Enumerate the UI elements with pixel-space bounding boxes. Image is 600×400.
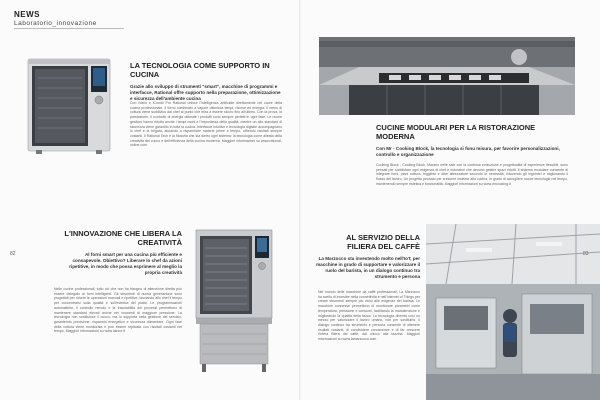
- article-3-lead: Al forni smart per una cucina più efficiente e consapevole. Obiettivo? Liberare lo chef da azioni ripetitive, in modo che possa esprimere al meglio la propria creatività: [69, 252, 182, 275]
- article-3-heading: L'INNOVAZIONE CHE LIBERA LA CREATIVITÀ: [64, 229, 182, 247]
- section-header: [14, 10, 97, 27]
- page-number-left: 82: [10, 251, 16, 257]
- section-subtitle: Laboratorio_innovazione: [14, 20, 97, 27]
- page-number-right: 83: [583, 251, 589, 257]
- article-4-body: Nel mondo delle macchine da caffè professionali, La Marzocco ha scelto di investire nella connettività e nell'Internet of Things per creare strumenti sempre più vicini alle esigenze del barista. Le macchine connesse permettono di monitorare parametri come temperatura, pressione e consumi, facilitando la manutenzione e migliorando la qualità della tazza. La tecnologia diventa così un mezzo per valorizzare il lavoro umano, non per sostituirlo. Il dialogo continuo tra strumento e persona consente di ottenere risultati costanti, di condividere conoscenze e di far crescere l'intera filiera del caffè, dal chicco alla tazzina. Maggiori informazioni su www.lamarzocco.com: [318, 290, 420, 342]
- coffee-factory-photo: [426, 224, 600, 400]
- smart-oven-photo: [190, 226, 278, 376]
- article-2-body: Cooking Block - Cooking Block, Marano nelle sale con la continua evoluzione e progettualità di esperienze flessibili, sono pensati per soddisfare ogni esigenza di chef e ristoratori che devono gestire spazi ridotti. Il sistema modulare consente di integrare forni, piani cottura, friggitrici e altre attrezzature secondo le necessità, riducendo gli ingombri e migliorando il flusso del lavoro. Un progetto pensato per crescere insieme alla cucina, in grado di accogliere nuove tecnologie nel tempo, mantenendo sempre estetica e funzionalità. Maggiori informazioni su www.mrcooking.it: [376, 163, 568, 186]
- section-divider: [14, 28, 124, 29]
- page-fold: [299, 0, 301, 400]
- article-2-heading: CUCINE MODULARI PER LA RISTORAZIONE MODERNA: [376, 123, 536, 141]
- modular-kitchen-photo: [319, 37, 575, 115]
- article-1-body: Con iVario e iCombi Pro Rational unisce l'intelligenza artificiale direttamente nel cuore della cucina professionale. Il forno combinato a vapore ottimizza tempi, risorse ed energia: il menu di cottura viene suddiviso dal chef al punto che mira a essere sicuro fino all'ultimo. Con la prova, la prestazione, il controllo di energia ottimale i prodotti sono sempre perfetti in ogni fase. Le nuove gestioni hanno ridotto anche i tempi morti e l'importanza della qualità, mentre un alto standard di sicurezza viene garantito in tutta la cucina. Interfacce intuitive e tecnologia digitale accompagnano lo chef e la brigata, aiutando a risparmiare materie prime e tempo, offrendo risultati sempre costanti. Il Rational Tech è la filosofia che sta dietro ogni sistema: la tecnologia come alleata della creatività del cuoco e dell'efficienza della cucina moderna. Maggiori informazioni su www.rational-online.com: [130, 101, 282, 148]
- article-1-heading: LA TECNOLOGIA COME SUPPORTO IN CUCINA: [130, 61, 270, 79]
- article-4-heading: AL SERVIZIO DELLA FILIERA DEL CAFFÈ: [346, 233, 420, 251]
- combi-oven-photo: [24, 56, 114, 156]
- article-1-lead: Grazie allo sviluppo di strumenti "smart", macchine di programmi e interfacce, Rational offre supporto nella preparazione, ottimizzazione e sicurezza dell'ambiente cucina: [130, 84, 281, 101]
- article-2-lead: Con Mr - Cooking Block, la tecnologia si fonu misura, per favorire personalizzazioni, controllo e organizzazione: [376, 146, 560, 157]
- section-title: NEWS: [14, 10, 40, 19]
- article-4-lead: La Marzocco sta investendo molto nell'IoT, per macchine in grado di supportare e valorizzare il ruolo del barista, in un dialogo continuo tra strumento e persona: [316, 256, 420, 279]
- article-3-body: Nelle cucine professionali, tutto ciò che non ha bisogno di attenzione diretta può essere delegato ai forni intelligenti. Gli strumenti di nuova generazione sono progettati per ridurre le operazioni manuali e ripetitive, lasciando allo chef il tempo per concentrarsi sulla qualità e sull'estetica del piatto. Le programmazioni automatiche, il controllo remoto e la tracciabilità dei processi permettono di mantenere standard elevati anche nei momenti di maggiore pressione. La tecnologia non sostituisce il cuoco, ma lo supporta nella gestione del servizio, garantendo precisione, risparmio energetico e sicurezza alimentare. Ogni fase della cottura viene monitorata e può essere replicata con risultati costanti nel tempo. Maggiori informazioni su www.lainox.it: [54, 287, 182, 334]
